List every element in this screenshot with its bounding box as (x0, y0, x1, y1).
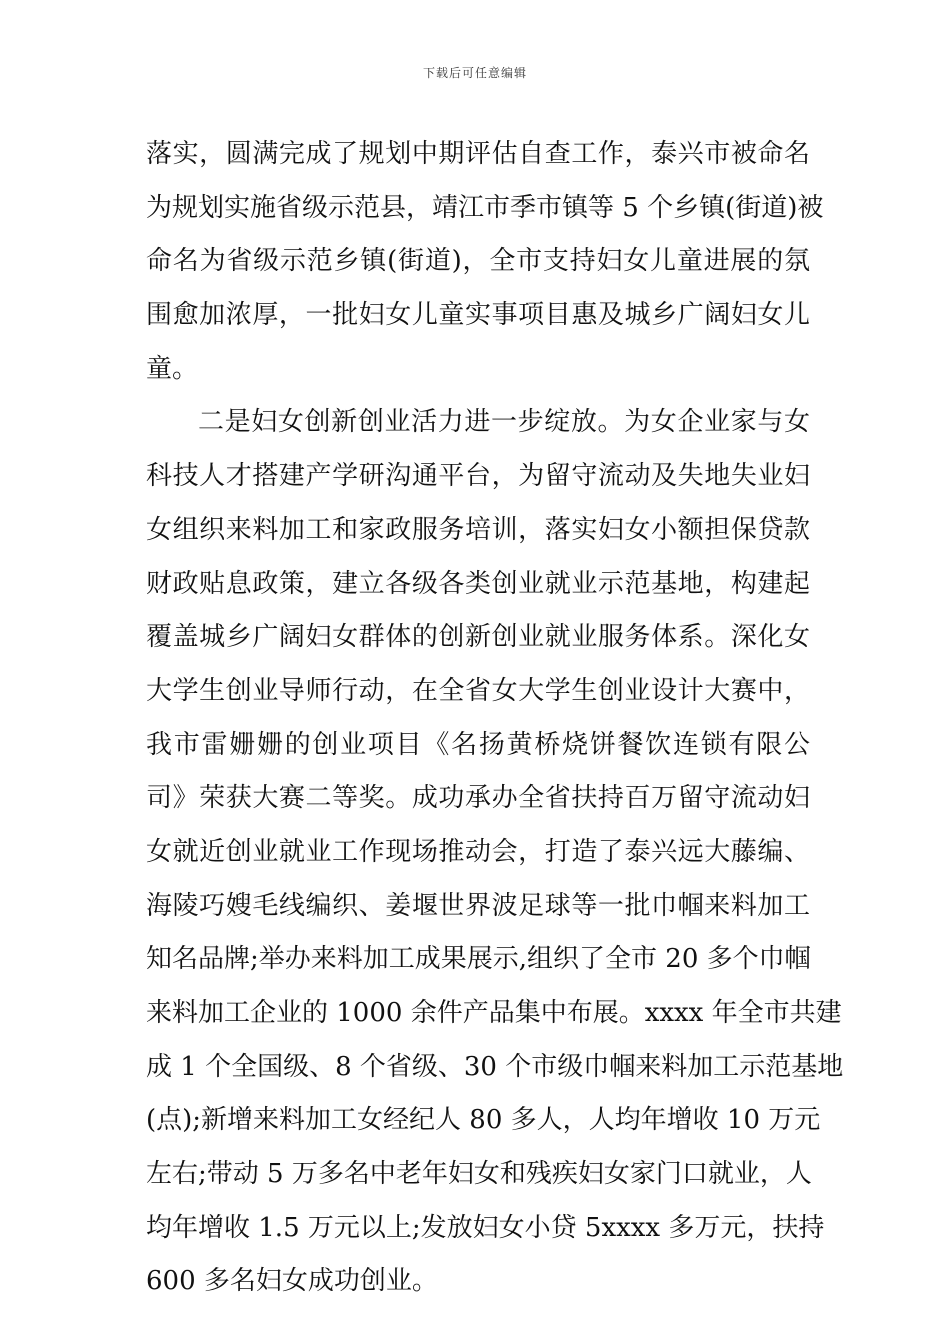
document-body (146, 128, 844, 1309)
text-line: 左右;带动 5 万多名中老年妇女和残疾妇女家门口就业，人 (146, 1159, 812, 1190)
text-line: 均年增收 1.5 万元以上;发放妇女小贷 5xxxx 多万元，扶持 (146, 1212, 825, 1243)
text-line: 为规划实施省级示范县，靖江市季市镇等 5 个乡镇(街道)被 (146, 192, 824, 223)
text-line: 大学生创业导师行动，在全省女大学生创业设计大赛中， (146, 675, 810, 706)
page-header-note: 下载后可任意编辑 (422, 66, 527, 80)
text-line: 司》荣获大赛二等奖。成功承办全省扶持百万留守流动妇 (146, 783, 810, 814)
text-line: 知名品牌;举办来料加工成果展示,组织了全市 20 多个巾帼 (146, 944, 811, 975)
text-line: 女就近创业就业工作现场推动会，打造了泰兴远大藤编、 (146, 836, 810, 867)
text-line: 成 1 个全国级、8 个省级、30 个市级巾帼来料加工示范基地 (146, 1051, 844, 1082)
text-line: (点);新增来料加工女经纪人 80 多人，人均年增收 10 万元 (146, 1105, 821, 1136)
text-line: 落实，圆满完成了规划中期评估自查工作，泰兴市被命名 (146, 139, 810, 169)
text-line: 600 多名妇女成功创业。 (146, 1266, 438, 1297)
paragraph-2 (146, 396, 844, 1309)
text-line: 女组织来料加工和家政服务培训，落实妇女小额担保贷款 (146, 514, 810, 545)
text-line: 童。 (146, 353, 199, 384)
text-line: 海陵巧嫂毛线编织、姜堰世界波足球等一批巾帼来料加工 (146, 890, 810, 921)
text-line: 覆盖城乡广阔妇女群体的创新创业就业服务体系。深化女 (146, 622, 810, 653)
text-line: 科技人才搭建产学研沟通平台，为留守流动及失地失业妇 (146, 461, 810, 492)
text-line: 二是妇女创新创业活力进一步绽放。为女企业家与女 (198, 407, 810, 438)
text-line: 财政贴息政策，建立各级各类创业就业示范基地，构建起 (146, 568, 810, 599)
text-line: 我市雷姗姗的创业项目《名扬黄桥烧饼餐饮连锁有限公 (146, 729, 810, 760)
text-line: 命名为省级示范乡镇(街道)，全市支持妇女儿童进展的氛 (146, 246, 810, 277)
text-line: 围愈加浓厚，一批妇女儿童实事项目惠及城乡广阔妇女儿 (146, 300, 810, 331)
paragraph-1 (146, 128, 824, 396)
text-line: 来料加工企业的 1000 余件产品集中布展。xxxx 年全市共建 (146, 998, 842, 1028)
